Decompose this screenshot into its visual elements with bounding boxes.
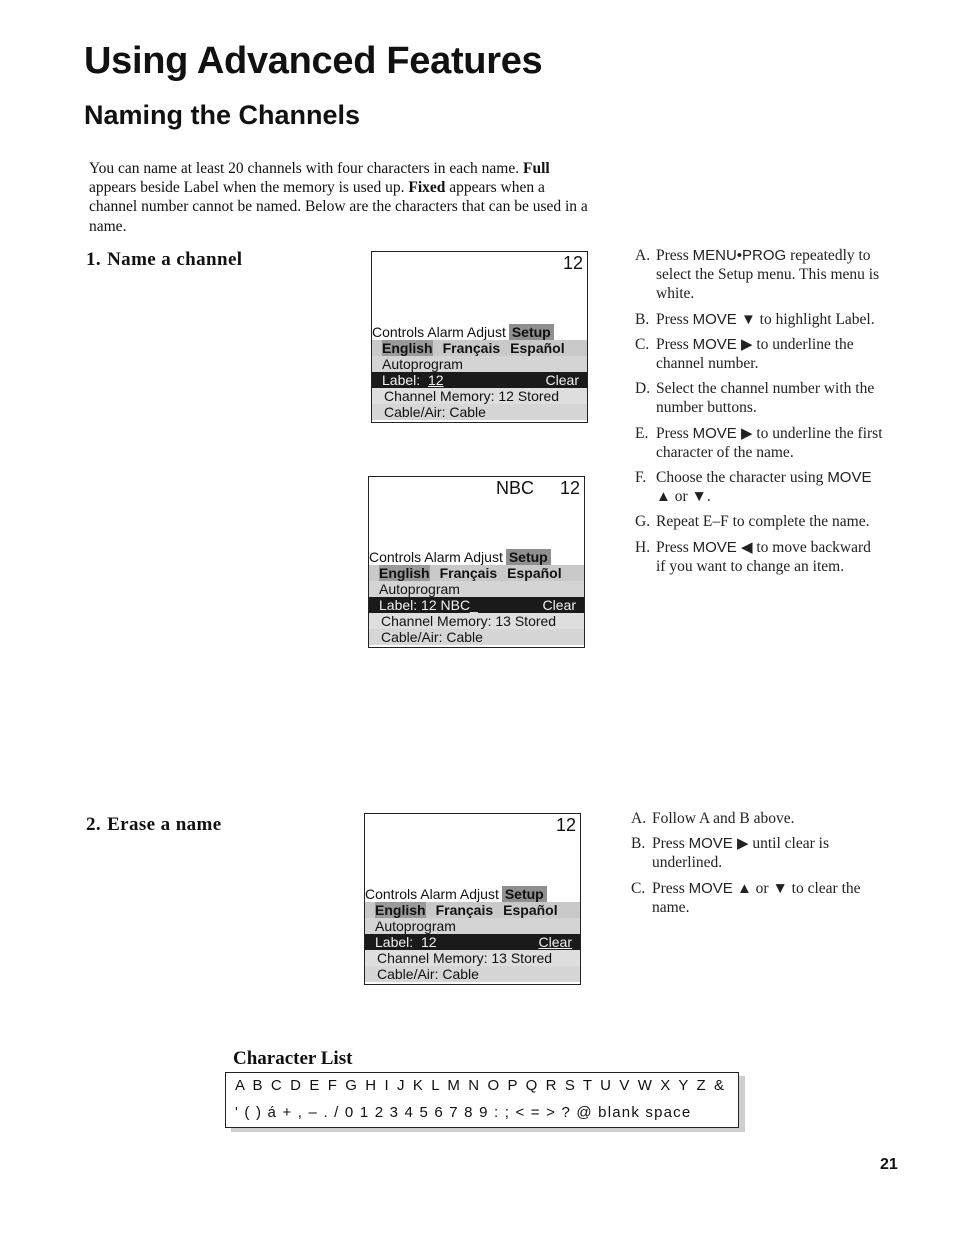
step-item — [635, 246, 883, 304]
label-prefix: Label: — [375, 934, 414, 950]
step-letter: D. — [635, 380, 651, 398]
label-number: 12 — [420, 934, 437, 950]
step-text-post: or ▼ to clear the name. — [652, 879, 861, 916]
step-item — [635, 538, 883, 576]
label-row — [365, 934, 580, 950]
step-text-post: repeatedly to select the Setup menu. This menu is white. — [656, 247, 880, 303]
step-text-post: Select the channel number with the number buttons. — [656, 380, 875, 417]
menu-tabs: Controls Alarm Adjust — [369, 549, 503, 565]
step-text-pre: Press — [656, 335, 693, 353]
autoprogram-row: Autoprogram — [365, 918, 580, 934]
section-title: Naming the Channels — [84, 100, 361, 130]
section-1-title: Name a channel — [107, 249, 243, 270]
step-text-post: or ▼. — [670, 488, 711, 506]
step-item — [631, 834, 881, 872]
intro-paragraph — [89, 159, 589, 236]
step-item — [635, 310, 883, 329]
section-1-number: 1. — [86, 249, 102, 270]
tv-screen-name-channel — [371, 251, 588, 423]
lang-english: English — [375, 902, 426, 918]
step-key: MOVE ▶ — [692, 335, 753, 353]
step-text-pre: Press — [652, 879, 689, 897]
screen-channel-number: 12 — [555, 815, 576, 835]
intro-full-term: Full — [523, 160, 550, 177]
step-item — [635, 512, 883, 531]
step-letter: F. — [635, 469, 647, 487]
screen-topline — [470, 477, 580, 499]
cable-air-row: Cable/Air: Cable — [369, 629, 584, 645]
step-item — [635, 424, 883, 462]
lang-francais: Français — [442, 340, 501, 356]
clear-option: Clear — [545, 372, 579, 388]
erase-name-steps — [631, 809, 881, 923]
language-row — [372, 340, 587, 356]
step-key: MOVE ▼ — [692, 310, 756, 328]
page-number: 21 — [880, 1156, 898, 1173]
character-list-heading: Character List — [233, 1048, 353, 1069]
step-letter: B. — [635, 310, 650, 328]
section-2-number: 2. — [86, 814, 102, 835]
clear-option: Clear — [538, 934, 572, 950]
step-letter: C. — [631, 879, 646, 897]
lang-francais: Français — [435, 902, 494, 918]
character-list-letters: A B C D E F G H I J K L M N O P Q R S T U V W X Y Z & — [235, 1077, 726, 1094]
section-2-heading — [86, 814, 222, 836]
step-letter: B. — [631, 835, 646, 853]
label-row — [369, 597, 584, 613]
channel-memory-row: Channel Memory: 12 Stored — [372, 388, 587, 404]
language-row — [365, 902, 580, 918]
autoprogram-row: Autoprogram — [369, 581, 584, 597]
intro-fixed-term: Fixed — [408, 179, 446, 197]
step-text-post: until clear is underlined. — [652, 835, 829, 872]
label-number: 12 — [427, 372, 444, 388]
step-text-post: Repeat E–F to complete the name. — [656, 513, 870, 531]
screen-channel-name: NBC — [495, 478, 534, 498]
setup-tab: Setup — [509, 324, 554, 340]
language-row — [369, 565, 584, 581]
screen-channel-number: 12 — [559, 478, 580, 498]
step-text-pre: Choose the character using — [656, 469, 828, 487]
step-letter: A. — [635, 247, 651, 264]
label-row — [372, 372, 587, 388]
step-text-post: to highlight Label. — [755, 310, 875, 328]
step-key: MOVE ◀ — [692, 538, 753, 556]
intro-text-3: appears when a channel number cannot be named. Below are the characters that can be used in a name. — [89, 179, 588, 235]
lang-english: English — [379, 565, 430, 581]
lang-espanol: Español — [503, 902, 558, 918]
menu-tabs-row — [369, 549, 584, 565]
step-key: MENU•PROG — [692, 247, 787, 264]
section-1-heading — [86, 249, 243, 271]
step-letter: A. — [631, 810, 647, 827]
intro-text-1: You can name at least 20 channels with four characters in each name. — [89, 160, 520, 177]
step-key: MOVE ▲ — [688, 879, 752, 897]
step-text-pre: Press — [656, 247, 693, 264]
character-list-box — [225, 1072, 739, 1128]
step-item — [635, 379, 883, 417]
section-2-title: Erase a name — [107, 814, 222, 835]
cable-air-row: Cable/Air: Cable — [372, 404, 587, 420]
step-text-pre: Press — [652, 835, 689, 853]
menu-tabs-row — [365, 886, 580, 902]
step-letter: C. — [635, 335, 650, 353]
step-text-pre: Press — [656, 424, 693, 442]
step-item — [631, 879, 881, 917]
character-list-symbols: ' ( ) á + , – . / 0 1 2 3 4 5 6 7 8 9 : ; < = > ? @ blank space — [235, 1104, 692, 1121]
step-key: MOVE ▲ — [656, 469, 872, 506]
step-letter: E. — [635, 424, 649, 442]
autoprogram-row: Autoprogram — [372, 356, 587, 372]
step-letter: G. — [635, 513, 651, 531]
label-text: Label: 12 NBC_ — [379, 597, 478, 613]
intro-text-2: appears beside Label when the memory is used up. — [89, 179, 409, 197]
page-title: Using Advanced Features — [84, 40, 543, 82]
name-channel-steps — [635, 246, 883, 582]
clear-option: Clear — [542, 597, 576, 613]
screen-channel-number: 12 — [562, 253, 583, 273]
menu-tabs: Controls Alarm Adjust — [365, 886, 499, 902]
step-key: MOVE ▶ — [692, 424, 753, 442]
channel-memory-row: Channel Memory: 13 Stored — [369, 613, 584, 629]
step-text-pre: Press — [656, 538, 693, 556]
step-text-pre: Press — [656, 310, 693, 328]
step-text-post: to underline the first character of the name. — [656, 424, 883, 461]
label-prefix: Label: — [382, 372, 421, 388]
step-item — [635, 335, 883, 373]
tv-screen-name-nbc — [368, 476, 585, 648]
lang-francais: Français — [439, 565, 498, 581]
step-text-post: to move backward if you want to change an item. — [656, 538, 871, 575]
step-letter: H. — [635, 538, 651, 556]
step-text-post: Follow A and B above. — [652, 810, 795, 827]
setup-tab: Setup — [506, 549, 551, 565]
tv-screen-erase-name — [364, 813, 581, 985]
setup-tab: Setup — [502, 886, 547, 902]
lang-espanol: Español — [507, 565, 562, 581]
cable-air-row: Cable/Air: Cable — [365, 966, 580, 982]
channel-memory-row: Channel Memory: 13 Stored — [365, 950, 580, 966]
menu-tabs: Controls Alarm Adjust — [372, 324, 506, 340]
lang-espanol: Español — [510, 340, 565, 356]
step-key: MOVE ▶ — [688, 835, 749, 853]
step-text-post: to underline the channel number. — [656, 335, 854, 373]
menu-tabs-row — [372, 324, 587, 340]
lang-english: English — [382, 340, 433, 356]
step-item — [635, 468, 883, 506]
step-item — [631, 809, 881, 828]
